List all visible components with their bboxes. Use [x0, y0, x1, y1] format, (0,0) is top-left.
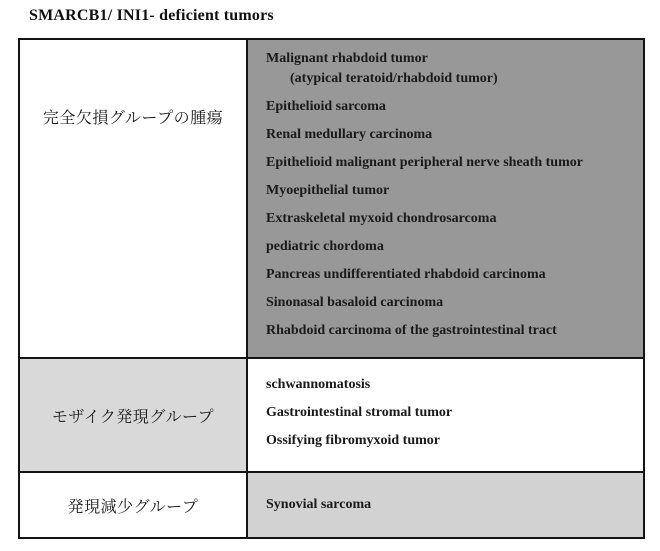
tumor-item: Rhabdoid carcinoma of the gastrointestinal tract — [266, 323, 557, 338]
page-title: SMARCB1/ INI1- deficient tumors — [29, 7, 274, 24]
group-label-reduced-expression: 発現減少グループ — [67, 498, 199, 516]
tumor-list-complete-loss — [248, 40, 643, 357]
tumor-item — [266, 49, 635, 89]
tumor-item: Extraskeletal myxoid chondrosarcoma — [266, 211, 497, 226]
group-label-complete-loss: 完全欠損グループの腫瘍 — [42, 110, 224, 127]
group-label-mosaic-expression: モザイク発現グループ — [51, 408, 215, 426]
tumor-name-subline: (atypical teratoid/rhabdoid tumor) — [290, 71, 498, 86]
tumor-item: Epithelioid malignant peripheral nerve sheath tumor — [266, 155, 583, 170]
tumor-item: Gastrointestinal stromal tumor — [266, 405, 453, 420]
tumor-item: pediatric chordoma — [266, 239, 384, 254]
group-cell-reduced-expression — [20, 473, 246, 537]
tumor-item: Ossifying fibromyxoid tumor — [266, 433, 440, 448]
tumor-item: Sinonasal basaloid carcinoma — [266, 295, 444, 310]
tumor-list-reduced-expression — [248, 473, 643, 537]
tumor-item: schwannomatosis — [266, 377, 371, 392]
group-cell-complete-loss — [20, 40, 246, 357]
tumor-name: Malignant rhabdoid tumor — [266, 51, 428, 66]
tumor-item: Epithelioid sarcoma — [266, 99, 386, 114]
tumor-item: Pancreas undifferentiated rhabdoid carcinoma — [266, 267, 546, 282]
tumor-classification-table — [18, 38, 645, 539]
group-cell-mosaic-expression — [20, 359, 246, 471]
tumor-list-mosaic-expression — [248, 359, 643, 471]
tumor-item: Myoepithelial tumor — [266, 183, 390, 198]
tumor-item: Synovial sarcoma — [266, 497, 372, 512]
tumor-item: Renal medullary carcinoma — [266, 127, 433, 142]
